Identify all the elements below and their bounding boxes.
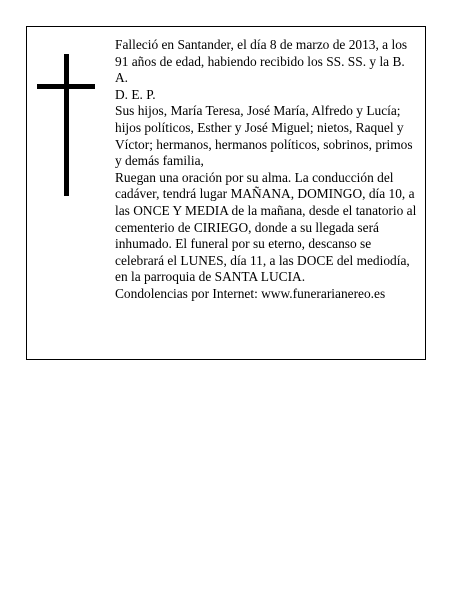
cross-horizontal-bar [37, 84, 95, 89]
cross-vertical-bar [64, 54, 69, 196]
obituary-text [115, 37, 417, 303]
funeral-details: Ruegan una oración por su alma. La conducción del cadáver, tendrá lugar MAÑANA, DOMINGO, día 10, a las ONCE Y MEDIA de la mañana, desde el tanatorio al cementerio de CIRIEGO, donde a su llegada será inhumado. El funeral por su eterno, descanso se celebrará el LUNES, día 11, a las DOCE del mediodía, en la parroquia de SANTA LUCIA. [115, 169, 417, 285]
obituary-notice [26, 26, 426, 360]
death-announcement: Falleció en Santander, el día 8 de marzo de 2013, a los 91 años de edad, habiendo recibido los SS. SS. y la B. A. [115, 37, 408, 86]
rest-in-peace: D. E. P. [115, 86, 156, 102]
latin-cross-icon [37, 54, 95, 196]
family-list: Sus hijos, María Teresa, José María, Alfredo y Lucía; hijos políticos, Esther y José Miguel; nietos, Raquel y Víctor; hermanos, hermanos políticos, sobrinos, primos y demás familia, [115, 103, 413, 169]
condolences-line: Condolencias por Internet: www.funerarianereo.es [115, 285, 386, 301]
